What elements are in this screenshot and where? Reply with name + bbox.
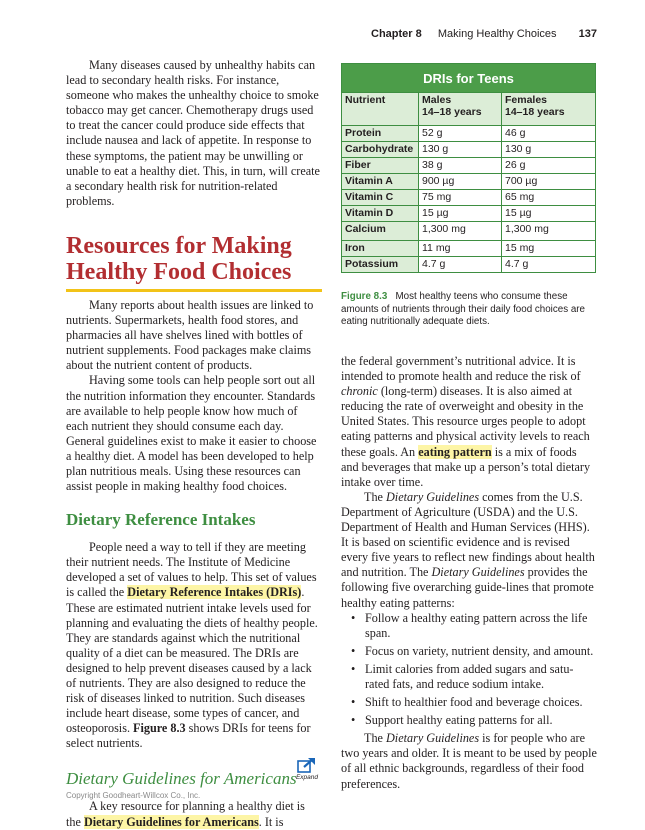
cell-males: 4.7 g — [419, 257, 502, 273]
cell-nutrient: Fiber — [342, 158, 419, 174]
paragraph-dietary-guidelines-intro: A key resource for planning a healthy diet is the Dietary Guidelines for Americans. It is — [66, 799, 305, 829]
section-title: Resources for Making Healthy Food Choices — [66, 233, 322, 292]
table-row — [342, 206, 596, 222]
table-row — [342, 222, 596, 241]
cell-males: 38 g — [419, 158, 502, 174]
figure-caption — [341, 291, 599, 329]
paragraph-secondary-risks: Many diseases caused by unhealthy habits can lead to secondary health risks. For instance, someone who makes the unhealthy choice to smoke tobacco may get cancer. Chemotherapy drugs used to treat the cancer could produce side effects that include nausea and lack of appetite. In response to these symptoms, the patient may be unwilling or unable to eat a healthy diet. This, in turn, will create a secondary health risk for nutrition-related problems. — [66, 58, 320, 208]
cell-females: 700 µg — [502, 174, 596, 190]
left-column — [66, 58, 322, 830]
term-eating-pattern[interactable]: eating pattern — [418, 444, 492, 459]
page-number: 137 — [578, 28, 597, 40]
dri-table — [341, 63, 596, 273]
page-header — [371, 28, 597, 40]
cell-males: 11 mg — [419, 241, 502, 257]
cell-nutrient: Potassium — [342, 257, 419, 273]
list-item: • Limit calories from added sugars and satu-rated fats, and reduce sodium intake. — [351, 661, 574, 691]
header-nutrient: Nutrient — [342, 93, 419, 126]
right-column — [341, 354, 597, 792]
cell-females: 65 mg — [502, 190, 596, 206]
cell-females: 130 g — [502, 142, 596, 158]
cell-males: 130 g — [419, 142, 502, 158]
term-dietary-guidelines[interactable]: Dietary Guidelines for Americans — [83, 814, 259, 829]
cell-females: 4.7 g — [502, 257, 596, 273]
figure-caption-text: Most healthy teens who consume these amounts of nutrients through their daily food choices are eating nutritionally adequate diets. — [341, 291, 585, 327]
figure-label: Figure 8.3 — [341, 291, 388, 302]
cell-males: 75 mg — [419, 190, 502, 206]
subheading-dri: Dietary Reference Intakes — [66, 510, 256, 530]
table-row — [342, 190, 596, 206]
cell-females: 15 µg — [502, 206, 596, 222]
paragraph-usda-hhs: The Dietary Guidelines comes from the U.S. Department of Agriculture (USDA) and the U.S. Department of Health and Human Services (HHS). It is based on scientific evidence and is revised every five years to reflect new findings about health and nutrition. The Dietary Guidelines provides the following five overarching guide-lines that promote healthy eating patterns: — [341, 489, 595, 610]
table-row — [342, 241, 596, 257]
list-item: • Shift to healthier food and beverage choices. — [351, 695, 583, 710]
paragraph-nutrient-reports: Many reports about health issues are linked to nutrients. Supermarkets, health food stores, and pharmacies all have shelves lined with bottles of nutrient supplements. Food packages make claims about the nutrient content of products. — [66, 297, 314, 373]
subheading-dietary-guidelines: Dietary Guidelines for Americans Expand — [66, 769, 322, 789]
header-males: Males 14–18 years — [419, 93, 502, 126]
cell-nutrient: Iron — [342, 241, 419, 257]
expand-button[interactable] — [296, 757, 318, 781]
chapter-label: Chapter 8 — [371, 28, 422, 40]
table-header-row — [342, 93, 596, 126]
cell-nutrient: Vitamin A — [342, 174, 419, 190]
paragraph-tools: Having some tools can help people sort out all the nutrition information they encounter. Standards are available to help people know how much of each nutrient they should consume each day. General guidelines exist to make it easier to choose a healthy diet. A model has been developed to help plan nutritious meals. Using these resources can assist people in making healthy food choices. — [66, 373, 317, 494]
table-row — [342, 257, 596, 273]
cell-females: 1,300 mg — [502, 222, 596, 241]
table-row — [342, 142, 596, 158]
header-females: Females 14–18 years — [502, 93, 596, 126]
guidelines-list — [341, 611, 597, 729]
cell-males: 900 µg — [419, 174, 502, 190]
figure-reference: Figure 8.3 — [133, 721, 186, 736]
table-row — [342, 126, 596, 142]
cell-nutrient: Protein — [342, 126, 419, 142]
cell-nutrient: Vitamin D — [342, 206, 419, 222]
table-row — [342, 174, 596, 190]
paragraph-audience: The Dietary Guidelines is for people who are two years and older. It is meant to be used by people of all ethnic backgrounds, regardless of their food preferences. — [341, 731, 597, 791]
list-item: • Support healthy eating patterns for all. — [351, 713, 553, 728]
table-row — [342, 158, 596, 174]
paragraph-dri: People need a way to tell if they are meeting their nutrient needs. The Institute of Medicine developed a set of values to help. This set of values is called the Dietary Reference Intakes (DRIs). These are estimated nutrient intake levels used for planning and evaluating the diets of healthy people. They are standards against which the nutritional quality of a diet can be measured. The DRIs are designed to help prevent diseases caused by a lack of nutrients. They are also designed to reduce the risk of diseases linked to nutrition. Such diseases include heart disease, some types of cancer, and osteoporosis. Figure 8.3 shows DRIs for teens for select nutrients. — [66, 540, 318, 751]
copyright-notice: Copyright Goodheart-Willcox Co., Inc. — [66, 791, 201, 800]
cell-females: 46 g — [502, 126, 596, 142]
paragraph-federal-advice: the federal government’s nutritional advice. It is intended to promote health and reduce the risk of chronic (long-term) diseases. It is also aimed at reducing the rate of overweight and obesity in the United States. This resource urges people to adopt eating patterns and physical activity levels to reach these goals. An eating pattern is a mix of foods and beverages that make up a person’s total dietary intake over time. — [341, 354, 591, 489]
cell-males: 1,300 mg — [419, 222, 502, 241]
cell-nutrient: Calcium — [342, 222, 419, 241]
list-item: • Focus on variety, nutrient density, and amount. — [351, 643, 594, 658]
cell-nutrient: Carbohydrate — [342, 142, 419, 158]
cell-females: 15 mg — [502, 241, 596, 257]
cell-females: 26 g — [502, 158, 596, 174]
list-item: • Follow a healthy eating pattern across the life span. — [351, 610, 588, 640]
term-dri[interactable]: Dietary Reference Intakes (DRIs) — [127, 585, 302, 600]
expand-icon — [297, 757, 317, 773]
expand-label: Expand — [295, 774, 318, 782]
table-title: DRIs for Teens — [342, 64, 596, 93]
cell-males: 52 g — [419, 126, 502, 142]
cell-males: 15 µg — [419, 206, 502, 222]
cell-nutrient: Vitamin C — [342, 190, 419, 206]
chapter-title: Making Healthy Choices — [437, 28, 557, 40]
